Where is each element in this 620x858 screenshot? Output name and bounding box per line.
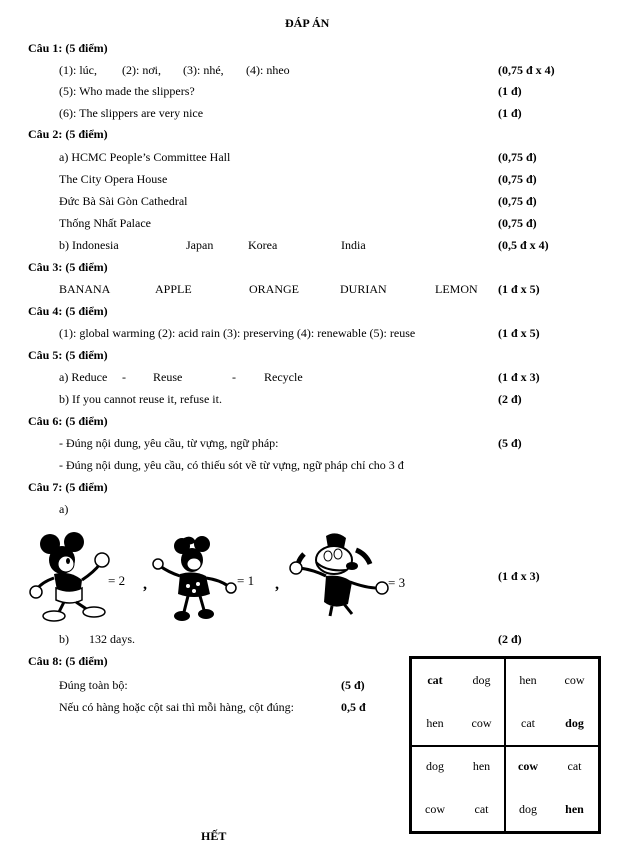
q7-comma-2: , [275, 576, 279, 593]
q2-country-2: Japan [186, 238, 214, 252]
q1-score-1: (0,75 đ x 4) [498, 63, 555, 77]
grid-cell: hen [426, 716, 444, 730]
q6-line-1: - Đúng nội dung, yêu cầu, từ vựng, ngữ pháp: [59, 436, 279, 450]
q7-eq-2: = 1 [237, 573, 255, 588]
grid-cell: dog [519, 802, 537, 816]
grid-cell: cat [427, 673, 443, 687]
q5-a-dash-1: - [122, 370, 126, 384]
q2-score-1: (0,75 đ) [498, 150, 537, 164]
q5-header: Câu 5: (5 điểm) [28, 348, 108, 362]
q3-fruit-2: APPLE [155, 282, 192, 296]
q4-answers: (1): global warming (2): acid rain (3): preserving (4): renewable (5): reuse [59, 326, 416, 340]
grid-cell: dog [426, 759, 444, 773]
q5-b-score: (2 đ) [498, 392, 522, 406]
grid-cell: dog [565, 716, 584, 730]
q5-a-word-3: Recycle [264, 370, 303, 384]
grid-cell: cow [425, 802, 445, 816]
q2-country-3: Korea [248, 238, 278, 252]
q2-score-4: (0,75 đ) [498, 216, 537, 230]
q3-fruit-1: BANANA [59, 282, 111, 296]
q2-item-1: a) HCMC People’s Committee Hall [59, 150, 231, 164]
grid-cell: cow [564, 673, 585, 687]
grid-cell: cat [521, 716, 535, 730]
q1-header: Câu 1: (5 điểm) [28, 41, 108, 55]
q7-comma-1: , [143, 576, 147, 593]
q8-score-1: (5 đ) [341, 678, 365, 692]
grid-cell: cow [518, 759, 538, 773]
q2-item-3: Đức Bà Sài Gòn Cathedral [59, 194, 188, 208]
sudoku-answer-grid [409, 656, 601, 834]
grid-cell: cat [474, 802, 489, 816]
q6-score-1: (5 đ) [498, 436, 522, 450]
q1-answer-3: (3): nhé, [183, 63, 224, 77]
grid-cell: dog [472, 673, 491, 687]
q7-eq-1: = 2 [108, 573, 126, 588]
q8-header: Câu 8: (5 điểm) [28, 654, 108, 668]
grid-cell: hen [565, 802, 584, 816]
q1-line-3: (6): The slippers are very nice [59, 106, 204, 120]
q8-line-1: Đúng toàn bộ: [59, 678, 128, 692]
q1-score-2: (1 đ) [498, 84, 522, 98]
q2-country-1: b) Indonesia [59, 238, 119, 252]
q6-line-2: - Đúng nội dung, yêu cầu, có thiếu sót về từ vựng, ngữ pháp chỉ cho 3 đ [59, 458, 404, 472]
grid-cell: cow [471, 716, 492, 730]
q6-header: Câu 6: (5 điểm) [28, 414, 108, 428]
q5-b-text: b) If you cannot reuse it, refuse it. [59, 392, 222, 406]
q5-a-word-2: Reuse [153, 370, 183, 384]
q8-score-2: 0,5 đ [341, 700, 366, 714]
q2-header: Câu 2: (5 điểm) [28, 127, 108, 141]
grid-cell: hen [472, 759, 491, 773]
page-title: ĐÁP ÁN [285, 16, 330, 30]
q7-eq-3: = 3 [388, 575, 406, 590]
grid-cell: hen [519, 673, 537, 687]
q2-countries-score: (0,5 đ x 4) [498, 238, 549, 252]
q2-country-4: India [341, 238, 366, 252]
q2-item-2: The City Opera House [59, 172, 168, 186]
q3-score: (1 đ x 5) [498, 282, 540, 296]
q7-a-score: (1 đ x 3) [498, 569, 540, 583]
mickey-mouse-image [30, 530, 118, 622]
q2-score-3: (0,75 đ) [498, 194, 537, 208]
grid-cell: cat [567, 759, 582, 773]
q3-fruit-5: LEMON [435, 282, 478, 296]
q5-a-word-1: a) Reduce [59, 370, 108, 384]
q2-item-4: Thống Nhất Palace [59, 216, 151, 230]
q1-score-3: (1 đ) [498, 106, 522, 120]
q1-answer-2: (2): nơi, [122, 63, 162, 77]
q1-answer-1: (1): lúc, [59, 63, 97, 77]
q1-line-2: (5): Who made the slippers? [59, 84, 195, 98]
q7-b-score: (2 đ) [498, 632, 522, 646]
q8-line-2: Nếu có hàng hoặc cột sai thì mỗi hàng, cột đúng: [59, 700, 294, 714]
q5-a-score: (1 đ x 3) [498, 370, 540, 384]
minnie-mouse-image [154, 536, 240, 624]
goofy-image [286, 532, 390, 618]
q2-score-2: (0,75 đ) [498, 172, 537, 186]
q7-b-label: b) [59, 632, 69, 646]
q7-b-text: 132 days. [89, 632, 135, 646]
q7-header: Câu 7: (5 điểm) [28, 480, 108, 494]
q5-a-dash-2: - [232, 370, 236, 384]
q7-a-label: a) [59, 502, 69, 516]
q1-answer-4: (4): nheo [246, 63, 290, 77]
q3-fruit-4: DURIAN [340, 282, 387, 296]
q3-header: Câu 3: (5 điểm) [28, 260, 108, 274]
q3-fruit-3: ORANGE [249, 282, 299, 296]
q4-score: (1 đ x 5) [498, 326, 540, 340]
q4-header: Câu 4: (5 điểm) [28, 304, 108, 318]
footer-end: HẾT [201, 829, 227, 843]
